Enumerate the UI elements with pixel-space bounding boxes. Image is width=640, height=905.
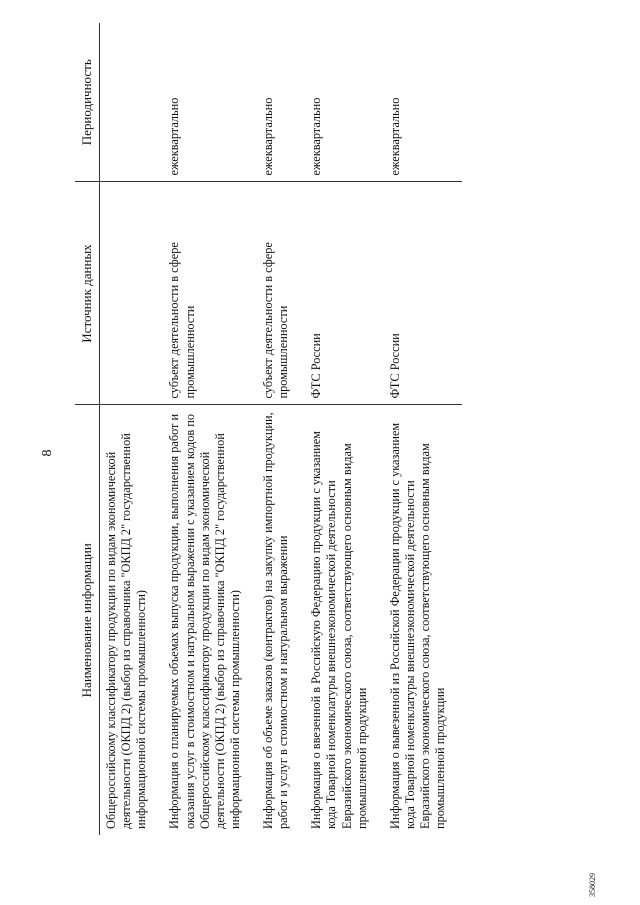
table-header-row (75, 23, 100, 835)
cell-source (100, 182, 164, 405)
cell-source: субъект деятельности в сфере промышленности (163, 182, 257, 405)
cell-name: Общероссийскому классификатору продукции по видам экономической деятельности (ОКПД 2) (выбор из справочника "ОКПД 2" государственной информационной системы промышленности) (104, 433, 149, 829)
cell-source: ФТС России (305, 182, 384, 405)
cell-period: ежеквартально (163, 23, 257, 182)
table-row (163, 23, 257, 835)
header-source: Источник данных (75, 182, 100, 405)
cell-name: Информация об объеме заказов (контрактов) на закупку импортной продукции, работ и услуг в стоимостном и натуральном выражении (261, 412, 291, 829)
header-name: Наименование информации (75, 405, 100, 835)
cell-name: Информация о планируемых объемах выпуска продукции, выполнения работ и оказания услуг в стоимостном и натуральном выражении с указанием кодов по Общероссийскому классификатору продукции по видам экономической деятельности (ОКПД 2) (выбор из справочника "ОКПД 2" государственной информационной системы промышленности) (167, 413, 242, 829)
cell-period: ежеквартально (305, 23, 384, 182)
data-table (75, 23, 462, 835)
table-row (305, 23, 384, 835)
page-number: 8 (40, 449, 55, 457)
document-code: 358029 (588, 873, 597, 897)
cell-period: ежеквартально (257, 23, 305, 182)
table-row (257, 23, 305, 835)
cell-period: ежеквартально (384, 23, 463, 182)
table-row (100, 23, 164, 835)
cell-period (100, 23, 164, 182)
table-row (384, 23, 463, 835)
cell-source: ФТС России (384, 182, 463, 405)
cell-name: Информация о вывезенной из Российской Федерации продукции с указанием кода Товарной номенклатуры внешнеэкономической деятельности Евразийского экономического союза, соответствующего основным видам промышленной продукции (387, 422, 448, 829)
cell-source: субъект деятельности в сфере промышленности (257, 182, 305, 405)
header-period: Периодичность (75, 23, 100, 182)
cell-name: Информация о ввезенной в Российскую Федерацию продукции с указанием кода Товарной номенклатуры внешнеэкономической деятельности Евразийского экономического союза, соответствующего основным видам промышленной продукции (309, 431, 369, 829)
